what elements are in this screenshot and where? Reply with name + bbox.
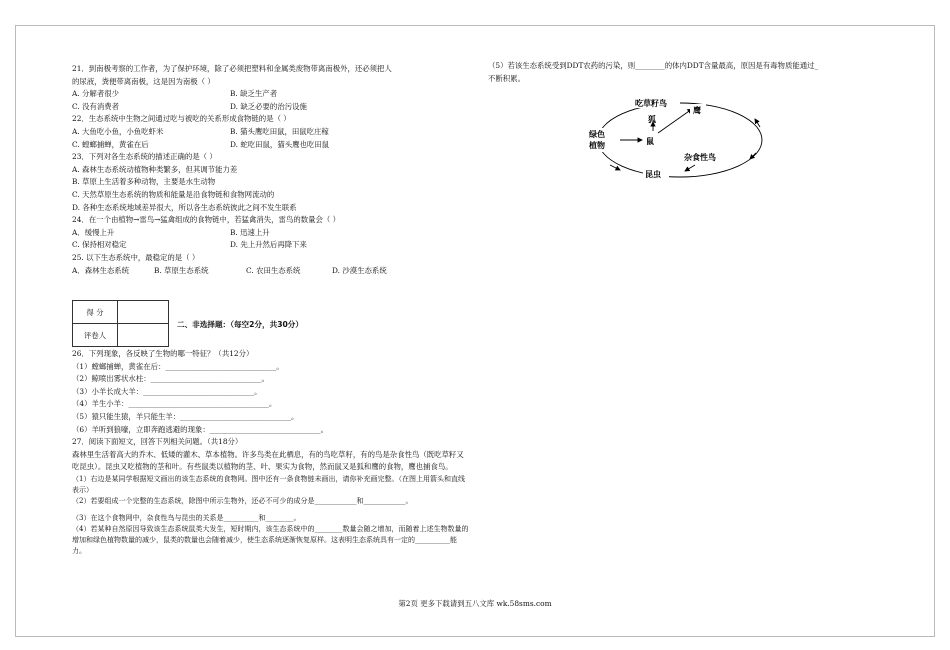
score-label: 得 分 <box>73 301 118 324</box>
q25-stem: 25. 以下生态系统中，最稳定的是（ ） <box>72 252 200 262</box>
insect-arrow <box>685 165 695 171</box>
q27-part-5: （5）若该生态系统受到DDT农药的污染，则________的体内DDT含量最高，原因是有毒物质能通过_ <box>488 61 819 70</box>
q21-options-ab <box>72 88 470 101</box>
q21-stem-line2: 的尿液，粪便带离南极，这是因为南极（ ） <box>72 76 215 86</box>
q22-options-ab <box>72 126 470 139</box>
q22-option-d: D. 蛇吃田鼠，猫头鹰也吃田鼠 <box>230 139 330 149</box>
q21-option-a: A. 分解者很少 <box>72 89 119 99</box>
q24-options-ab <box>72 227 470 240</box>
q22-options-cd <box>72 139 470 152</box>
q25-option-d: D. 沙漠生态系统 <box>332 265 387 275</box>
q27-part-1: （1）右边是某同学根据短文画出的该生态系统的食物网。图中还有一条食物链未画出，请你补充画完整。（在图上用箭头和直线表示） <box>72 474 465 494</box>
node-eagle: 鹰 <box>693 106 701 115</box>
node-plant-line2: 植物 <box>589 141 605 150</box>
q23-option-b: B. 草原上生活着多种动物，主要是水生动物 <box>72 177 216 187</box>
grader-label: 评卷人 <box>73 324 118 347</box>
q24-option-d: D. 先上升然后再降下来 <box>230 240 307 250</box>
left-column <box>72 63 470 277</box>
q26-item-4: （4）羊生小羊：______________________________________。 <box>72 399 277 409</box>
q27-passage: 森林里生活着高大的乔木、低矮的灌木、草本植物。许多鸟类在此栖息，有的鸟吃草籽，有的鸟是杂食性鸟（既吃草籽又吃昆虫）。昆虫又吃植物的茎和叶。有些鼠类以植物的茎、叶、果实为食物，然而鼠又是狐和鹰的食物，鹰也捕食鸟。 <box>72 449 464 472</box>
q22-option-c: C. 螳螂捕蝉，黄雀在后 <box>72 139 149 149</box>
q23-option-c: C. 天然草原生态系统的物质和能量是沿食物链和食物网流动的 <box>72 189 275 199</box>
node-seed-bird: 吃草籽鸟 <box>635 99 667 108</box>
q27-stem: 27．阅读下面短文，回答下列相关问题。（共18分） <box>72 437 243 447</box>
q27-part-4: （4）若某种自然原因导致该生态系统鼠类大发生，短时期内，该生态系统中的________数量会随之增加，而随着上述生物数量的增加和绿色植物数量的减少，鼠类的数量也会随着减少，使生态系统逐渐恢复原样。这表明生态系统具有一定的__________能力。 <box>72 524 469 555</box>
q21-options-cd <box>72 101 470 114</box>
q27-part-2: （2）若要组成一个完整的生态系统，除图中所示生物外，还必不可少的成分是____________和____________。 <box>72 496 413 505</box>
node-plant-line1: 绿色 <box>589 130 605 139</box>
q24-options-cd <box>72 239 470 252</box>
omni-bird-arrow <box>750 153 756 159</box>
mouse-to-eagle-arrow <box>658 109 692 133</box>
q22-option-a: A. 大鱼吃小鱼，小鱼吃虾米 <box>72 126 164 136</box>
page-footer: 第2页 更多下载请到五八文库 wk.58sms.com <box>398 599 552 608</box>
q24-option-a: A．缓慢上升 <box>72 227 115 237</box>
q23-option-d: D. 各种生态系统地域差异很大，所以各生态系统彼此之间不发生联系 <box>72 202 297 212</box>
q25-option-c: C. 农田生态系统 <box>246 265 301 275</box>
q23-option-a: A. 森林生态系统动植物种类繁多，但其调节能力差 <box>72 164 238 174</box>
node-omni-bird: 杂食性鸟 <box>684 153 716 162</box>
q26-item-1: （1）螳螂捕蝉，黄雀在后：______________________________。 <box>72 361 284 371</box>
q27-part-3: （3）在这个食物网中，杂食性鸟与昆虫的关系是__________和________。 <box>72 513 301 522</box>
score-cell <box>118 301 169 324</box>
q23-stem: 23．下列对各生态系统的描述正确的是（ ） <box>72 152 217 162</box>
node-mouse: 鼠 <box>646 137 654 146</box>
q21-option-d: D. 缺乏必要的治污设施 <box>230 101 307 111</box>
q26-item-6: （6）羊听到狼嚎，立即奔跑逃避的现象：______________________________。 <box>72 424 328 434</box>
q27-part-5-cont: 不断积累。 <box>488 73 525 83</box>
q26-stem: 26．下列现象，各反映了生物的哪一特征？（共12分） <box>72 349 254 358</box>
node-insect: 昆虫 <box>645 170 661 179</box>
q24-option-b: B. 迅速上升 <box>230 227 270 237</box>
q24-stem: 24．在一个由植物→雷鸟→猛禽组成的食物链中，若猛禽消失，雷鸟的数量会（ ） <box>72 215 341 225</box>
grader-cell <box>118 324 169 347</box>
q21-option-c: C. 没有消费者 <box>72 101 120 111</box>
q26-item-3: （3）小羊长成大羊：______________________________。 <box>72 386 262 396</box>
section-heading: 二、非选择题：（每空2分，共30分） <box>177 320 303 329</box>
q25-option-a: A．森林生态系统 <box>72 265 130 275</box>
q25-options <box>72 265 470 278</box>
q26-item-5: （5）猿只能生猿，羊只能生羊：______________________________。 <box>72 411 299 421</box>
q22-option-b: B. 猫头鹰吃田鼠，田鼠吃庄稼 <box>230 126 329 136</box>
plant-to-insect-arrow <box>610 165 620 170</box>
q21-option-b: B. 缺乏生产者 <box>230 89 278 99</box>
node-fox: 狐 <box>648 115 656 124</box>
right-column <box>488 60 886 85</box>
q24-option-c: C. 保持相对稳定 <box>72 240 127 250</box>
nonchoice-questions <box>72 348 470 557</box>
q21-stem-line1: 21．到南极考察的工作者，为了保护环境，除了必须把塑料和金属类废物带离南极外，还必须把人 <box>72 64 392 73</box>
q26-item-2: （2）鲸喷出雾状水柱：______________________________。 <box>72 374 269 384</box>
q22-stem: 22．生态系统中生物之间通过吃与被吃的关系形成食物链的是（ ） <box>72 114 291 124</box>
q25-option-b: B. 草原生态系统 <box>154 265 209 275</box>
score-table <box>72 300 169 347</box>
food-web-diagram <box>580 95 790 185</box>
